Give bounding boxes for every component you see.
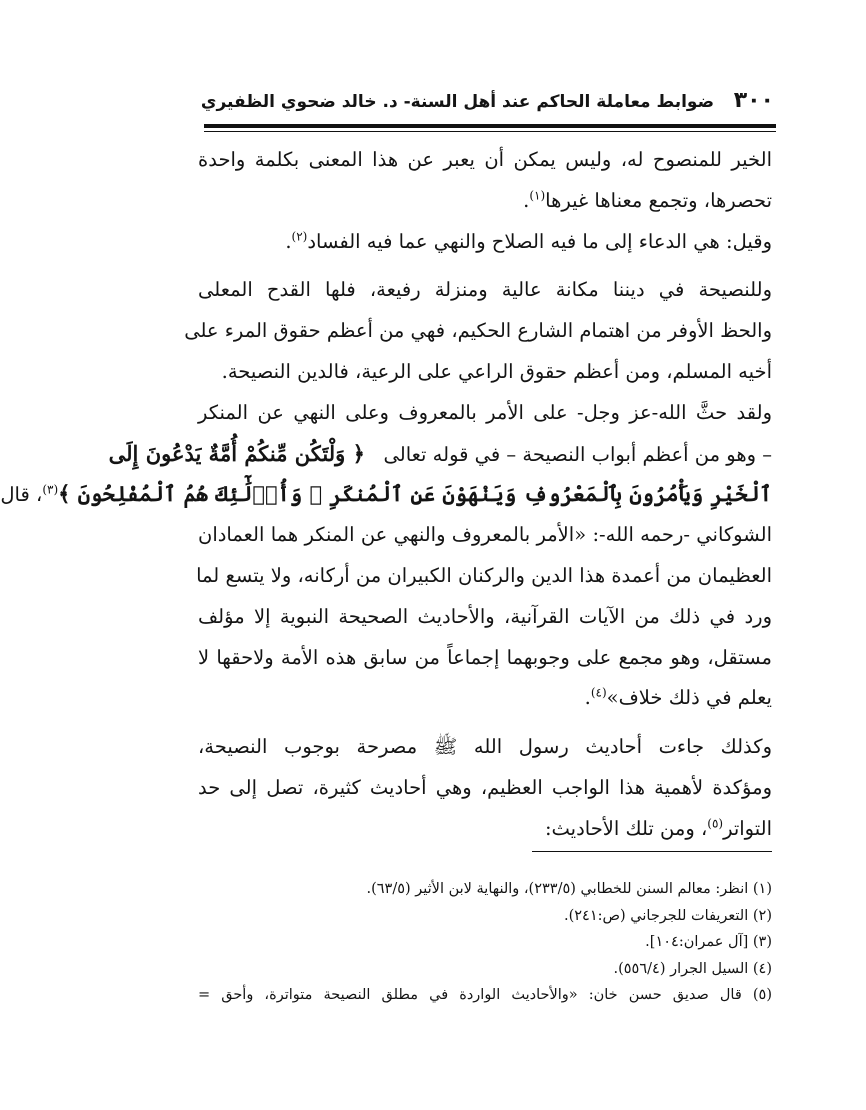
body-line-9: ٱلْخَيْرِ وَيَأْمُرُونَ بِٱلْمَعْرُوفِ وَيَنْهَوْنَ عَنِ ٱلْمُنكَرِ ۚ وَأُو۟لَٰٓئِكَ هُمُ ٱلْمُفْلِحُونَ ﴾$^{(٣)}$، قال bbox=[0, 481, 772, 507]
quran-verse-part-2: ٱلْخَيْرِ وَيَأْمُرُونَ بِٱلْمَعْرُوفِ وَيَنْهَوْنَ عَنِ ٱلْمُنكَرِ ۚ وَأُو۟لَٰٓئِكَ هُمُ ٱلْمُفْلِحُونَ ﴾ bbox=[58, 481, 772, 507]
body-line-8: – وهو من أعظم أبواب النصيحة – في قوله تعالى ﴿ وَلْتَكُن مِّنكُمْ أُمَّةٌ يَدْعُونَ إِلَى bbox=[108, 440, 772, 466]
body-line-5: والحظ الأوفر من اهتمام الشارع الحكيم، فهي من أعظم حقوق المرء على bbox=[184, 319, 772, 343]
page-header bbox=[200, 86, 774, 124]
body-line-4: وللنصيحة في ديننا مكانة عالية ومنزلة رفيعة، فلها القدح المعلى bbox=[198, 278, 772, 302]
note-ref-2: (٢) bbox=[291, 229, 308, 244]
note-ref-1: (١) bbox=[529, 188, 546, 203]
body-line-17: التواتر$^{(٥)}$، ومن تلك الأحاديث: bbox=[544, 816, 772, 840]
body-line-14: يعلم في ذلك خلاف»$^{(٤)}$. bbox=[584, 685, 772, 710]
body-line-7: ولقد حثَّ الله-عز وجل- على الأمر بالمعروف وعلى النهي عن المنكر bbox=[198, 400, 772, 424]
body-line-13: مستقل، وهو مجمع على وجوبهما إجماعاً من سابق هذه الأمة ولاحقها لا bbox=[198, 645, 772, 669]
footnote-separator bbox=[532, 851, 772, 852]
body-line-3: وقيل: هي الدعاء إلى ما فيه الصلاح والنهي عما فيه الفساد$^{(٢)}$. bbox=[285, 229, 772, 253]
body-line-2: تحصرها، وتجمع معناها غيرها$^{(١)}$. bbox=[523, 188, 772, 212]
body-line-1: الخير للمنصوح له، وليس يمكن أن يعبر عن هذا المعنى بكلمة واحدة bbox=[198, 148, 772, 171]
quran-verse-part-1: ﴿ وَلْتَكُن مِّنكُمْ أُمَّةٌ يَدْعُونَ إِلَى bbox=[108, 440, 365, 466]
note-ref-3: (٣) bbox=[42, 482, 59, 497]
footnote-4: (٤) السيل الجرار (٥٥٦/٤). bbox=[613, 960, 772, 977]
footnote-3: (٣) [آل عمران:١٠٤]. bbox=[645, 934, 772, 950]
footnote-2: (٢) التعريفات للجرجاني (ص:٢٤١). bbox=[563, 907, 772, 924]
note-ref-4: (٤) bbox=[590, 685, 607, 700]
page-number: ٣٠٠ bbox=[733, 88, 774, 113]
body-line-12: ورد في ذلك من الآيات القرآنية، والأحاديث الصحيحة النبوية إلا مؤلف bbox=[198, 604, 772, 628]
main-text bbox=[0, 140, 772, 850]
footnote-1: (١) انظر: معالم السنن للخطابي (٢٣٣/٥)، والنهاية لابن الأثير (٦٣/٥). bbox=[366, 881, 772, 897]
header-rule-thick bbox=[204, 124, 776, 128]
header-rule-thin bbox=[204, 131, 776, 132]
body-line-11: العظيمان من أعمدة هذا الدين والركنان الكبيران من أركانه، ولا يتسع لما bbox=[196, 563, 772, 587]
footnote-5: (٥) قال صديق حسن خان: «والأحاديث الواردة في مطلق النصيحة متواترة، وأحق = bbox=[198, 987, 772, 1003]
body-line-16: ومؤكدة لأهمية هذا الواجب العظيم، وهي أحاديث كثيرة، تصل إلى حد bbox=[198, 775, 772, 799]
body-line-10: الشوكاني -رحمه الله-: «الأمر بالمعروف والنهي عن المنكر هما العمادان bbox=[198, 523, 772, 547]
footnotes bbox=[198, 876, 772, 1009]
running-title: ضوابط معاملة الحاكم عند أهل السنة- د. خالد ضحوي الظفيري bbox=[200, 92, 714, 112]
body-line-6: أخيه المسلم، ومن أعظم حقوق الراعي على الرعية، فالدين النصيحة. bbox=[221, 359, 772, 383]
note-ref-5: (٥) bbox=[707, 816, 724, 831]
body-line-15: وكذلك جاءت أحاديث رسول الله ﷺ مصرحة بوجوب النصيحة، bbox=[198, 735, 772, 759]
